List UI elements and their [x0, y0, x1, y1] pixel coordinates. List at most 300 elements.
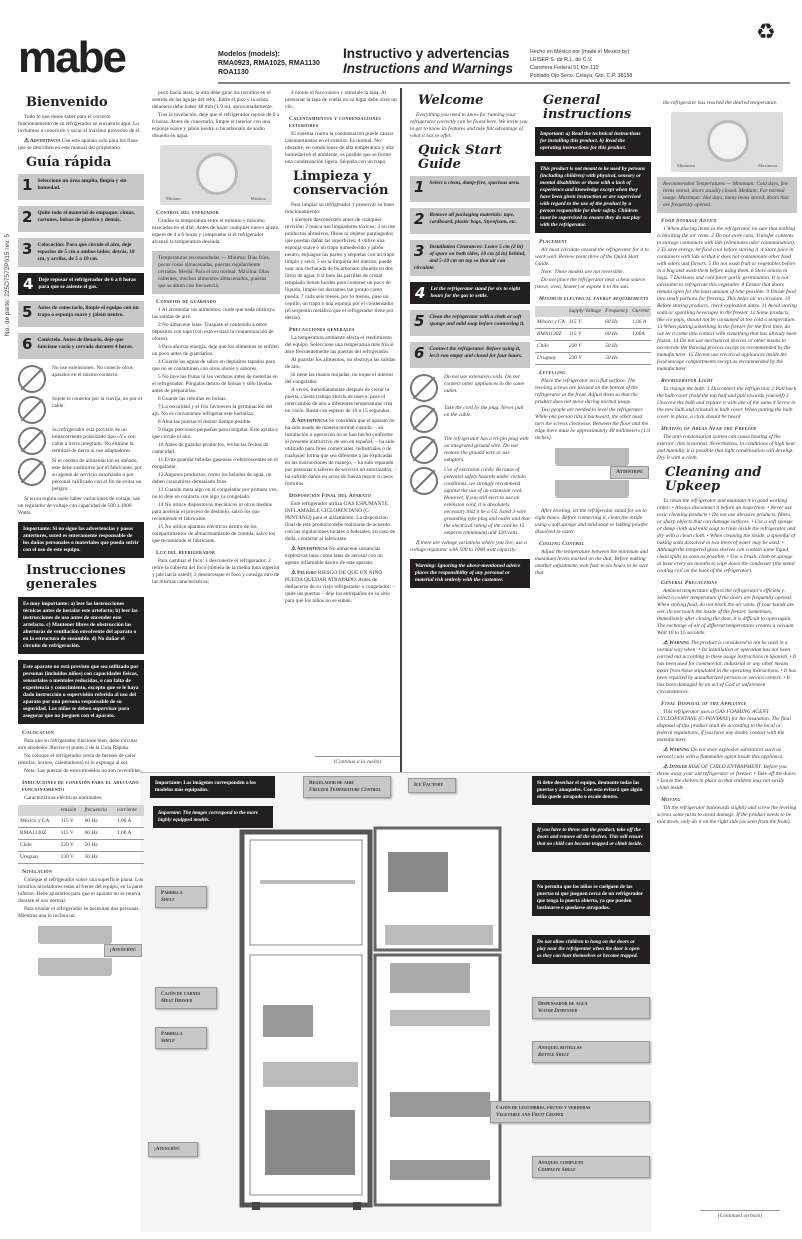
important-box: Important: a) Read the technical instructions for installing this product. b) Read the operating instructions for this product.	[535, 127, 651, 156]
paragraph: Everything you need to know for running your refrigerator correctly can be found here. We invite you to get to know its features and take full advantage of what it has to offer.	[410, 112, 528, 139]
glass-shelf	[263, 1062, 358, 1087]
fridge-base-level	[555, 448, 629, 466]
section-heading: Bienvenido	[26, 95, 108, 110]
step-number: 2	[22, 208, 33, 226]
icon-caption: No use extensiones. No conecte otros aparatos en el mismo contacto.	[52, 365, 133, 378]
paragraph: 15 No utilice aparatos eléctricos dentro de los compartimentos de almacenamiento de comida, salvo los que recomiende el fabricante.	[152, 524, 276, 544]
quick-step	[410, 240, 530, 276]
step-number: 5	[414, 312, 425, 330]
dial-min-label: Minimum	[677, 163, 696, 168]
attention-label: ¡Atención!	[104, 944, 142, 957]
label-bottle-shelf	[532, 1041, 650, 1063]
table-cell: 1,00A	[630, 329, 651, 341]
table-cell	[630, 341, 651, 353]
crisper-drawer	[265, 1110, 355, 1175]
dial-min-label: Mínimo	[166, 196, 181, 201]
subheading: Food Storage Advice	[661, 218, 718, 224]
door-shelf	[390, 1010, 490, 1026]
step-number: 1	[414, 178, 425, 196]
step-number: 6	[22, 335, 33, 353]
paragraph: Este refrigerador utiliza GAS ESPUMANTE INFLAMABLE CICLOPENTANO (C-PENTANO) para el aislamiento. La disposición final de este producto debe realizarse de acuerdo con las regulaciones locales o federales, en caso de duda, contactar al fabricante.	[285, 501, 396, 542]
quick-step	[18, 238, 144, 267]
quick-step	[410, 176, 530, 202]
paragraph: Características eléctricas nominales:	[24, 795, 103, 801]
paragraph: This refrigerator uses a GAS FOAMING AGENT CYCLOPENTANE (C-PENTANE) for the insulation. The final disposal of this product shall do according to the local or federal regulations, if you have any doubt, contact with the manufacturer.	[657, 709, 791, 743]
label-ice-factory: Ice Factory	[408, 778, 456, 793]
column-divider	[400, 88, 402, 773]
paragraph: 3 Para ahorrar energía, deje que los alimentos se enfríen un poco antes de guardarlos.	[152, 344, 279, 357]
table-cell: 115 V	[59, 828, 83, 840]
warning-body: The product is considered to not be used in a normal way when: • Its installation or operation has not been carried out according to these usage instructions in Spanish. • It has been used for commercial, industrial or any other means apart from those stipulated in the operating instructions. • It has been repaired by unauthorized persons or service centers. • It has been damaged by an act of God or unforeseen circumstances.	[657, 640, 796, 695]
paragraph: 7 La oscuridad y el frío favorecen la germinación del ajo. No es conveniente refrigerar este hortaliza.	[152, 404, 273, 417]
paragraph: Two people are needed to level the refrigerator. While one person tilts it backward, the other must turn the screws clockwise. Between the floor and the edge there must be approximately 48 millimeters (1.9 inches).	[535, 407, 650, 441]
children-note-en: Do not allow children to hang on the doors or play near the refrigerator when the door is open as they can hurt themselves or become trapped.	[532, 935, 650, 964]
complete-shelf	[390, 1160, 490, 1180]
table-row	[535, 317, 651, 329]
part-number: No. de parte: 225D7572P015 rev. 5	[4, 233, 11, 337]
quick-step	[410, 282, 530, 304]
paragraph: poco hacia atrás, la otra debe girar los tornillos en el sentido de las agujas del reloj. Entre el piso y la arista delantera debe haber 48 mm (1.9 in), aproximadamente.	[152, 90, 273, 110]
column-en-3	[657, 100, 797, 1205]
paragraph: Si tiene las manos mojadas, no toque el interior del congelador.	[285, 372, 394, 385]
table-cell: 50 Hz	[83, 852, 115, 864]
table-row	[535, 341, 651, 353]
icon-row	[410, 436, 530, 464]
paragraph: 10 Antes de guardar productos, revise las fechas de caducidad.	[152, 442, 269, 455]
table-cell	[630, 353, 651, 365]
table-cell: 115 V	[59, 816, 83, 828]
paragraph: If there are voltage variations where you live, use a voltage regulator with 500 to 1000 watt capacity.	[410, 540, 527, 553]
table-header: Supply Voltage	[567, 306, 603, 317]
fridge-foot	[353, 1202, 361, 1210]
step-number: 3	[414, 242, 425, 260]
document-title	[343, 46, 525, 76]
dial-max-label: Maximum	[758, 163, 777, 168]
icon-row	[18, 396, 144, 424]
label-complete-shelf	[532, 1156, 650, 1178]
paragraph: 1 When placing items in the refrigerator, be sure that nothing is blocking the air vents. 2 Do not store cans. Transfer contents to storage containers with lids (eliminates odor contamination). 3 To save energy, let food cool before storing it. 4 Store juice in containers with lids so that it does not contaminate other food with odors and flavors. 5 Do not wash fruit or vegetables before in a bag and wash them before using them. 6 Store onions in bags. 7 Darkness and cold favor garlic germination. It is not advisable to refrigerate this vegetable. 8 Ensure that doors remain open for the least amount of time possible. 9 Divide food into small portions for freezing. This helps air to circulate. 10 Before storing products, check expiration dates. 11 Avoid storing soda or sparkling beverages in the freezer. 12 Some products, like ice pops, should not be consumed at too cold a temperature. 13 When putting something in the freezer for the first time, do not let it come into contact with something that has already been frozen. 14 Do not use mechanical devices or other means to accelerate the thawing process except as recommended by the manufacturer. 15 Do not use electrical appliances inside the food storage compartments except as recommended by the manufacturer.	[657, 226, 797, 372]
paragraph: The anti-condensation system can cause heating of the exterior; this is normal. Nevertheless, in conditions of high heat and humidity it is possible that light condensation will develop. Dry it with a cloth.	[657, 434, 795, 461]
bottle-shelf	[390, 1092, 490, 1117]
paragraph: 6 Guarde las cebollas en bolsas.	[158, 396, 227, 402]
step-text: Seleccione un área amplia, limpia y sin humedad.	[37, 178, 127, 191]
step-text: Colocación: Para que circule el aire, deje espacios de 5 cm a ambos lados; detrás, 10 cm, y arriba, de 5 a 10 cm.	[37, 242, 135, 262]
section-heading: Guía rápida	[26, 155, 112, 170]
made-line: Poblado Ojo Seco. Celaya, Gto. C.P. 38158	[530, 73, 633, 79]
column-es-1	[18, 92, 144, 1232]
power-outlet-icon	[410, 467, 438, 495]
label-en: Vegetable and Fruit Crisper	[496, 1112, 564, 1118]
power-outlet-icon	[18, 458, 46, 486]
warning-label: ⚠ Warning	[663, 747, 690, 753]
table-row	[535, 329, 651, 341]
ice-factory	[388, 852, 448, 892]
subheading: Disposición Final del Aparato	[289, 493, 372, 499]
subheading: General Precautions	[661, 580, 718, 586]
label-shelf-upper	[155, 886, 207, 908]
table-cell: 1,06 A	[630, 317, 651, 329]
page-header	[0, 0, 802, 90]
warning-label: ⚠ Danger	[663, 764, 687, 770]
subheading: Moving	[661, 797, 681, 803]
step-number: 3	[22, 240, 33, 258]
icon-caption: Sujete el conector por la clavija, no por el cable.	[52, 396, 142, 409]
important-box: Warning: Ignoring the above-mentioned advice places the responsibility of any personal or material risk entirely with the customer.	[410, 559, 530, 588]
title-en: Instructions and Warnings	[343, 61, 514, 76]
step-text: Installation Clearances: Leave 5 cm (2 in) of space on both sides, 10 cm (4 in) behind, and 5-10 cm on top so that air can circulate.	[414, 244, 526, 271]
important-note-en: Important: The images correspond to the more highly equipped models.	[153, 806, 273, 828]
subheading: Levelling	[539, 370, 566, 376]
step-text: Connect the refrigerator. Before using it, let it run empty and closed for four hours.	[429, 346, 523, 359]
important-box: This product is not meant to be used by persons (including children) with physical, sensory or mental disabilities or those with a lack of experience and knowledge except when they have been given instruction or are supervised with regard to the use of the product by a person responsible for their safety. Children must be supervised to ensure they do not play with the refrigerator.	[535, 162, 651, 233]
leveling-illustration	[535, 446, 651, 504]
warning-label: ⚠ Peligro	[291, 570, 317, 576]
warning-body: RIESGO DE QUE UN NIÑO PUEDA QUEDAR ATRAPADO. Antes de deshacerse de su viejo refrigerador o congelador: – quite las puertas – deje los entrepaños en su sitio para que los niños no se suban.	[285, 570, 396, 604]
made-line: Carretera Federal 51 Km 110	[530, 65, 599, 71]
step-text: Deje reposar el refrigerador de 6 a 8 horas para que se asiente el gas.	[38, 277, 136, 290]
icon-row	[410, 374, 530, 402]
paragraph: Do not place the refrigerator near a heat source (stove, oven, heater) or expose it to the sun.	[535, 277, 646, 290]
fridge-base-tilted	[38, 958, 112, 976]
icon-row	[18, 458, 144, 493]
icon-caption: The refrigerator has a tri-pin plug with an integrated ground wire. Do not remove the ground wire or use adaptors.	[444, 436, 529, 463]
section-heading: Instrucciones generales	[26, 563, 126, 592]
table-cell: 220 V	[59, 840, 83, 852]
column-es-3	[285, 90, 397, 752]
water-dispenser	[390, 963, 470, 993]
paragraph: Tras la nivelación, deje que el refrigerador repose de 6 a 8 horas. Antes de conectarlo, limpie el interior con una esponja suave y jabón neutro o bicarbonato de sodio disuelto en agua.	[152, 112, 280, 139]
fridge-foot	[252, 1202, 260, 1210]
no-adapter-icon	[410, 436, 438, 464]
header-rule	[218, 82, 790, 84]
paragraph: El sistema contra la condensación puede causar calentamientos en el exterior. Es normal. No obstante, en condiciones de alta temperatura y alta humedad en el ambiente, es posible que se forme una condensación ligera. Séquela con un trapo.	[285, 131, 394, 165]
warning-body: Use este aparato solo para los fines que se describen en este manual del propietario.	[18, 138, 138, 151]
paragraph: 1 siempre desconéctelo antes de cualquier revisión; 2 nunca use limpiadores tóxicos; 3 no use productos abrasivos, fibras ni objetos puntiagudos que puedan dañar las superficies; 4 utilice una esponja suave o un trapo humedecido y jabón neutro, enjuague las partes y séquelas con un trapo limpio y seco; 5 en la limpieza del interior, puede usar una cucharada de bicarbonato disuelta en dos litros de agua; 6 si bien las parrillas de cristal templado tienen bordes para contener un poco de líquido, limpie los derrames tan pronto como pueda; 7 cada seis meses, por lo menos, pase un cepillo, un trapo o una esponja por el condensador (el serpentín metálico que el refrigerador tiene por detrás).	[285, 217, 396, 321]
step-number: 6	[414, 344, 425, 362]
attention-label: Attention!	[610, 466, 649, 479]
label-es: Parrilla	[161, 1031, 183, 1037]
subheading: Minimum electrical energy requirements	[539, 296, 649, 302]
recommended-temperatures-box: Temperaturas recomendadas — Mínima: Días fríos, pocas cosas almacenadas, puertas regularmente cerradas. Media: Para el uso normal. Máxima: Días calientes, muchos alimentos almacenados, puertas que se abren con frecuencia.	[152, 251, 280, 294]
paragraph: Gradúe la temperatura entre el mínimo y máximo marcados en el dial. Antes de hacer cualquier nuevo ajuste, espere de 4 a 6 horas y compruebe si el refrigerador alcanzó la temperatura deseada.	[152, 218, 280, 245]
quick-step	[410, 208, 530, 234]
section-heading: Limpieza y conservación	[293, 169, 389, 198]
column-es-2	[152, 90, 280, 768]
section-heading: Quick Start Guide	[418, 143, 502, 172]
made-line: Hecho en México por (made in Mexico by):	[530, 49, 631, 55]
table-row	[18, 852, 144, 864]
subheading: Precauciones generales	[289, 327, 355, 333]
paragraph: Adjust the temperature between the minimum and maximum levels marked on the dial. Before making another adjustment, wait four to six hours to be sure that	[535, 549, 649, 576]
step-text: Conéctelo. Antes de llenarlo, deje que funcione vacío y cerrado durante 4 horas.	[37, 337, 134, 350]
label-shelf-lower	[155, 1027, 207, 1049]
subheading: Control del enfriador	[156, 210, 219, 216]
table-cell: 220 V	[567, 341, 603, 353]
step-text: Select a clean, damp-free, spacious area.	[429, 180, 520, 186]
label-es: Regulador de aire	[309, 780, 355, 786]
table-cell: 1,06 A	[115, 816, 144, 828]
label-es: Parrilla	[161, 890, 183, 896]
models-list-2: ROA1130	[218, 69, 249, 76]
paragraph: Para limpiar su refrigerador y preservar su buen funcionamiento:	[285, 202, 395, 215]
temperature-dial-image	[671, 112, 783, 172]
quick-step	[18, 273, 144, 295]
subheading: Placement	[539, 239, 568, 245]
label-es: Anaquel completo	[538, 1160, 584, 1166]
paragraph: Air must circulate around the refrigerator for it to work well. Review point three of the Quick Start Guide.	[535, 247, 649, 267]
section-heading: General instructions	[543, 93, 632, 122]
quick-step	[18, 301, 144, 327]
brand-logo: mabe	[18, 33, 125, 82]
no-extension-cord-icon	[18, 365, 46, 393]
warning-label: ⚠ Advertencia	[291, 418, 328, 424]
quick-step	[18, 206, 144, 232]
warning-text	[657, 640, 797, 696]
table-cell: México y CA	[535, 317, 567, 329]
subheading: Calentamientos y condensaciones exteriores	[289, 116, 382, 129]
table-cell: Uruguay	[535, 353, 567, 365]
quick-step	[410, 342, 530, 368]
table-header-row	[535, 306, 651, 317]
paragraph: To clean the refrigerator and maintain it in good working order: • Always disconnect it before an inspection. • Never use toxic cleaning products • Do not use abrasive products, fibers, or sharp objects that can damage surfaces. • Use a soft sponge or damp cloth and mild soap to rinse inside the refrigerator and dry with a clean cloth. • When cleaning the inside, a spoonful of baking soda dissolved in two liters of water may be used. • Although the tempered glass shelves can contain some liquid, clean spills as soon as possible. • Use a brush, cloth or sponge at least every six months to wipe down the condenser (the metal cooling coil on the back of the refrigerator).	[657, 498, 796, 574]
paragraph: Place the refrigerator on a flat surface. The leveling screws are located on the bottom of the refrigerator at the front. Adjust them so that the product does not move during normal usage.	[535, 378, 638, 405]
warning-body: Se considera que el aparato no ha sido usado de manera normal cuando: – su instalación u operación no se han hecho conforme al presente instructivo de uso en español; – ha sido utilizado para fines comerciales, industriales o de cualquier forma que sea diferente a las explicadas en las instrucciones de manejo; – ha sido reparado por personas o talleres de servicio no autorizados; – ha sufrido daños en actos de fuerza mayor o casos fortuitos.	[285, 418, 397, 487]
label-water-dispenser	[532, 997, 650, 1019]
column-en-1	[410, 90, 530, 750]
warning-label: ⚠ Warning	[663, 640, 690, 646]
no-pull-cable-icon	[410, 405, 438, 433]
label-crisper	[490, 1101, 650, 1123]
label-en: Bottle Shelf	[538, 1052, 570, 1058]
paragraph: Coloque el refrigerador sobre una superficie plana. Los tornillos niveladores están al frente del equipo, en la parte inferior. Debe ajustarlos para que el aparato no se mueva durante el uso normal.	[18, 877, 144, 904]
section-heading: Cleaning and Upkeep	[665, 465, 762, 494]
table-cell: 115 V	[567, 329, 603, 341]
subheading: Nivelación	[22, 869, 53, 875]
table-header: Frequency	[603, 306, 630, 317]
no-adapter-icon	[18, 427, 46, 455]
paragraph: La temperatura ambiente afecta el rendimiento del equipo. Seleccione una temperatura más fría si abre frecuentemente las puertas del refrigerador.	[285, 335, 394, 355]
electrical-requirements-table	[18, 805, 144, 864]
table-row	[18, 816, 144, 828]
table-cell: Uruguay	[18, 852, 59, 864]
subheading: Heating of Areas Near the Freezer	[661, 426, 757, 432]
paragraph: Todo lo que desee saber para el correcto funcionamiento de su refrigerador se encuentra aquí. Lo invitamos a conocerlo y sacar el máximo provecho de él.	[18, 114, 141, 134]
table-cell: 50 Hz	[83, 840, 115, 852]
dial-max-label: Máximo	[250, 196, 266, 201]
table-header	[18, 805, 59, 816]
icon-row	[18, 365, 144, 393]
children-note-es: No permita que los niños se cuelguen de las puertas ni que jueguen cerca de un refrigerador que tenga la puerta abierta, ya que pueden lastimarse o quedarse atrapados.	[532, 880, 650, 916]
icon-caption: Si el cordón de alimentación es dañado, este debe sustituirse por el fabricante, por su agente de servicio autorizado o por personal calificado con el fin de evitar un peligro.	[52, 458, 142, 492]
label-en: Freezer Temperature Control	[309, 787, 381, 793]
table-cell: RMA1130Z	[18, 828, 59, 840]
important-box: Importante: Si no sigue las advertencias y pasos anteriores, usted es enteramente responsable de los daños personales o materiales que pueda sufrir con el uso de este equipo.	[18, 522, 144, 558]
warning-body: Do not store explosive substances such as aerosol cans with a flammable agent inside this appliance.	[657, 747, 784, 760]
step-number: 2	[414, 210, 425, 228]
paragraph: 4 monte el foco nuevo y reinstale la tapa. Al presionar la tapa de vuelta en su lugar debe oírse un clic.	[285, 90, 397, 110]
paragraph: 13 Cuando meta algo en el congelador por primera vez, no lo deje en contacto con algo ya congelado.	[152, 487, 278, 500]
paragraph: Para que su refrigerador funcione bien, debe circular aire alrededor. Revise el punto 3 de la Guía Rápida.	[18, 738, 138, 751]
dial-knob	[196, 153, 238, 195]
table-cell: 60 Hz	[83, 816, 115, 828]
warning-text	[18, 138, 144, 152]
label-es: Cajón de legumbres, frutas y verduras	[496, 1105, 591, 1111]
label-en: Shelf	[161, 1038, 175, 1044]
table-header: corriente	[115, 805, 144, 816]
icon-row	[18, 427, 144, 455]
quick-step	[18, 333, 144, 359]
step-text: Remove all packaging materials: tape, cardboard, plastic bags, Styrofoam, etc.	[429, 212, 517, 225]
paragraph: 2 No almacene latas. Traspase el contenido a otros depósitos con tapa (con esto evitará la contaminación de olores).	[152, 322, 274, 342]
step-number: 4	[23, 275, 34, 293]
quick-step	[18, 174, 144, 200]
section-heading: Welcome	[418, 93, 484, 108]
table-cell: 230 V	[59, 852, 83, 864]
models-label: Modelos (models):	[218, 51, 280, 58]
table-row	[535, 353, 651, 365]
warning-label: ⚠ Advertencia	[291, 546, 328, 552]
subheading: Refrigerator Light	[661, 378, 714, 384]
paragraph: Tilt the refrigerator backwards slightly and screw the leveling screws some turns to avoid damage. If the product needs to be laid down, only do it on the right side (as seen from the front).	[657, 805, 797, 825]
fridge-base-tilted	[555, 480, 629, 498]
column-en-2	[535, 90, 651, 770]
subheading: Cooling Control	[539, 541, 585, 547]
paragraph: 4 Guarde las aguas de sabor en depósitos tapados para que no se contaminen con otros olores y sabores.	[152, 359, 275, 372]
table-cell: 60 Hz	[83, 828, 115, 840]
paragraph: 9 Haga porciones pequeñas para congelar. Esto ayuda a que circule el aire.	[152, 427, 278, 440]
table-header-row	[18, 805, 144, 816]
table-cell: Chile	[535, 341, 567, 353]
no-pull-cable-icon	[18, 396, 46, 424]
recycle-icon: ♻	[756, 19, 776, 44]
table-cell	[115, 852, 144, 864]
label-attention: ¡Atención!	[148, 1142, 198, 1157]
table-header	[535, 306, 567, 317]
subheading: Consejos de guardado	[156, 299, 217, 305]
subheading: Colocación	[22, 730, 55, 736]
table-cell	[115, 840, 144, 852]
table-header: frecuencia	[83, 805, 115, 816]
step-number: 4	[415, 284, 426, 302]
warning-text	[285, 570, 397, 605]
leveling-illustration	[18, 924, 144, 982]
label-en: Shelf	[161, 897, 175, 903]
step-number: 5	[22, 303, 33, 321]
icon-caption: Use of extension cords: Because of potential safety hazards under certain conditions, we strongly recommend against the use of an extension cord. However, if you still elect to use an extension cord, it is absolutely necessary that it be a UL listed 3-wire grounding type plug and outlet and that the electrical rating of the cord be 15 amperes (minimum) and 120 volts.	[444, 467, 530, 536]
table-cell: Chile	[18, 840, 59, 852]
label-freezer-control	[303, 776, 391, 798]
manufacturer-info	[530, 48, 670, 80]
title-es: Instructivo y advertencias	[343, 46, 510, 61]
paragraph: the refrigerator has reached the desired temperature.	[663, 100, 778, 106]
temperature-dial-image	[160, 145, 272, 205]
step-text: Let the refrigerator stand for six to eight hours for the gas to settle.	[430, 286, 521, 299]
dispose-note-en: If you have to throw out the product, take off the doors and remove all the shelves. This will ensure that no child can become trapped or climb inside.	[532, 823, 650, 852]
paragraph: Note: These models are not reversible.	[541, 269, 625, 275]
paragraph: 5 No lave las frutas ni las verduras antes de meterlas en el refrigerador. Póngalas dentro de bolsas y sólo lávelas antes de prepararlas.	[152, 374, 278, 394]
subheading: Luz del refrigerador	[156, 550, 216, 556]
paragraph: A veces, inmediatamente después de cerrar la puerta, cuesta trabajo abrirla de nuevo, pues el intercambio de aire a diferentes temperaturas crea un vacío. Basta con esperar de 10 a 15 segundos.	[285, 387, 393, 414]
warning-text	[285, 418, 397, 488]
paragraph: 8 Abra las puertas el menor tiempo posible.	[158, 419, 252, 425]
dispose-note-es: Si debe desechar el equipo, desmonte todas las puertas y anaqueles. Con esto evitará que algún niño quede atrapado o escale dentro.	[532, 776, 650, 805]
models-block	[218, 50, 336, 77]
label-en: Complete Shelf	[538, 1167, 576, 1173]
paragraph: 1 Al acomodar los alimentos, cuide que nada obstruya las salidas de aire.	[152, 307, 275, 320]
icon-caption: Do not use extension cords. Do not connect other appliances in the same outlet.	[444, 374, 525, 394]
paragraph: 12 Algunos productos, como los helados de agua, no deben consumirse demasiado fríos.	[152, 472, 272, 485]
step-text: Quite todo el material de empaque: cintas, cartones, bolsas de plástico y demás.	[37, 210, 135, 223]
paragraph: Para cambiar el foco: 1 desconecte el refrigerador; 2 retire la cubierta del foco (tómela de la media luna superior y jale hacia usted); 3 desenrosque el foco y consiga otro de las mismas características;	[152, 558, 280, 585]
freezer-shelf	[260, 880, 355, 884]
paragraph: No coloque el refrigerador cerca de fuentes de calor (estufas, hornos, calentadores) ni lo exponga al sol.	[18, 753, 136, 766]
label-es: Anaquel botellas	[538, 1045, 582, 1051]
warning-text	[285, 546, 397, 567]
step-text: Antes de conectarlo, limpie el equipo con un trapo o esponja suave y jabón neutro.	[37, 305, 139, 318]
step-number: 1	[22, 176, 33, 194]
no-extension-cord-icon	[410, 374, 438, 402]
table-cell: 230 V	[567, 353, 603, 365]
table-row	[18, 840, 144, 852]
icon-row	[410, 467, 530, 537]
warning-label: ⚠ Advertencia	[24, 138, 61, 144]
warning-text	[657, 764, 797, 792]
table-cell: 50 Hz	[603, 341, 630, 353]
table-cell: 60 Hz	[603, 329, 630, 341]
table-cell: 60 Hz	[603, 317, 630, 329]
icon-caption: Su refrigerador está provisto de un tomacorriente polarizado tipo «Y» con cable a tierra integrado. No elimine la terminal de tierra ni use adaptadores.	[52, 427, 136, 454]
continued-note-en: (Continued on back)	[700, 1210, 780, 1220]
paragraph: After leveling, let the refrigerator stand for six to eight hours. Before connecting it, clean the inside using a soft sponge and mild soap or baking powder dissolved in water.	[535, 508, 649, 535]
table-row	[18, 828, 144, 840]
paragraph: To change the bulb: 1 Disconnect the refrigerator 2 Pull back the bulb cover (hold the top half and pull towards yourself) 3 Unscrew the bulb and replace it with one of the same 4 Screw in the new bulb and reinstall te bulb cover. When putting the bulb cover in place, a click should be heard	[657, 386, 797, 420]
table-cell: México y CA	[18, 816, 59, 828]
warning-body: No almacene sustancias explosivas tales como latas de aerosol con un agente inflamable dentro de este aparato.	[285, 546, 383, 566]
important-box: Es muy importante: a) leer las instrucciones técnicas antes de instalar este artefacto; b) leer las instrucciones de uso antes de encender este artefacto. c) Mantener libres de obstrucción las aberturas de ventilación envolvente del aparato o en la estructura de ensamble. d) No dañar el circuito de refrigeración.	[18, 597, 144, 654]
paragraph: 11 Evite guardar bebidas gaseosas o efervescentes en el congelador.	[152, 457, 278, 470]
step-text: Clean the refrigerator with a cloth or soft sponge and mild soap before connecting it.	[429, 314, 525, 327]
important-box: Este aparato no está previsto que sea utilizado por personas (incluidos niños) con capacidades físicas, sensoriales o mentales reducidas, o con falta de experiencia y conocimiento, excepto que se le haya dado instrucción o supervisión referida al uso del aparato por una persona responsable de su seguridad. Los niños se deben supervisar para asegurar que no jueguen con el aparato.	[18, 660, 144, 724]
warning-body: RISK OF CHILD ENTRAPMENT. Before you throw away your old refrigerator or freezer: • Take off the doors • Leave the shelves in place so that children may not easily climb inside	[657, 764, 796, 791]
icon-caption: Take the cord by the plug. Never pull on the cable.	[444, 405, 524, 418]
icon-row	[410, 405, 530, 433]
label-meat-drawer	[155, 987, 217, 1009]
paragraph: Si en su región suele haber variaciones de voltaje, use un regulador de voltaje con capacidad de 500 a 1000 Watts.	[18, 496, 141, 516]
continued-note-es: (Contínua a la vuelta)	[315, 756, 400, 766]
paragraph: Para nivelar el refrigerador se necesitan dos personas. Mientras una lo inclina un	[18, 906, 140, 919]
fridge-base-level	[38, 926, 112, 944]
label-es: Dispensador de agua	[538, 1001, 588, 1007]
table-cell: 50 Hz	[603, 353, 630, 365]
models-list: RMA0923, RMA1025, RMA1130	[218, 60, 320, 67]
subheading: Indicaciones de conexión para el adecuado funcionamiento	[22, 780, 139, 793]
paragraph: Ambient temperature affects the refrigerator's efficiency. Select a colder temperature if the doors are frequently opened. When storing food, do not block the air vents. If your hands are wet, do not touch the inside of the freezer. Sometimes, immediately after closing the door, it is difficult to open again. The exchange of air of different temperatures creates a vacuum. Wait 10 to 15 seconds.	[657, 588, 795, 636]
table-header: tensión	[59, 805, 83, 816]
subheading: Final Disposal of the Appliance	[661, 701, 747, 707]
dial-knob	[707, 120, 749, 162]
recommended-temperatures-box: Recommended Temperatures — Minimum: Cold days, few items stored, doors usually closed. Medium: For normal usage. Maximum: Hot days, many items stored, doors that are frequently opened.	[657, 177, 797, 213]
made-line: LEISER S. de R.L. de C.V.	[530, 57, 593, 63]
paragraph: 14 No utilice dispositivos mecánicos ni otros medios para acelerar el proceso de deshielo, salvo los que recomiende el fabricante.	[152, 502, 272, 522]
electrical-requirements-table	[535, 306, 651, 365]
label-en: Water Dispenser	[538, 1008, 578, 1014]
table-cell: 1,00 A	[115, 828, 144, 840]
table-cell: RMA1130Z	[535, 329, 567, 341]
refrigerator-illustration	[230, 800, 510, 1220]
table-cell: 115 V	[567, 317, 603, 329]
meat-drawer	[263, 1005, 313, 1037]
table-header: Current	[630, 306, 651, 317]
